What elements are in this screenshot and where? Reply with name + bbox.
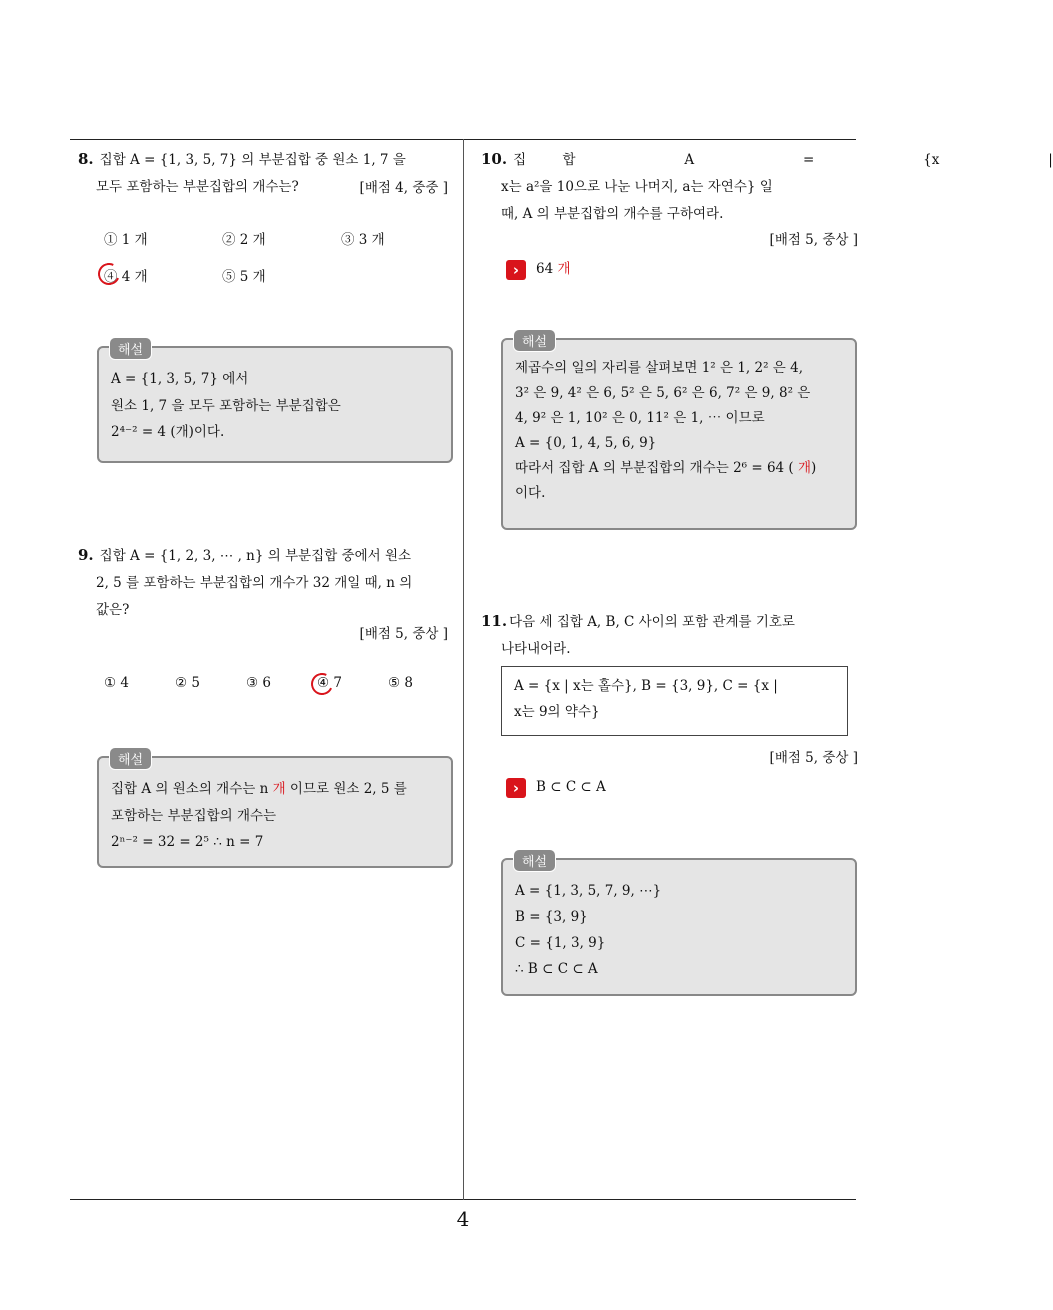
- choice-4[interactable]: ④ 7: [317, 675, 342, 691]
- chevron-right-icon: ›: [506, 778, 526, 798]
- question-text: 집합 A = {1, 2, 3, ⋯ , n} 의 부분집합 중에서 원소: [99, 548, 412, 564]
- choice-5[interactable]: ⑤ 8: [388, 675, 413, 691]
- solution-box-11: [501, 855, 857, 996]
- answer-11: [506, 776, 606, 798]
- solution-line: 2ⁿ⁻² = 32 = 2⁵ ∴ n = 7: [111, 834, 264, 850]
- solution-line: 제곱수의 일의 자리를 살펴보면 1² 은 1, 2² 은 4,: [515, 360, 803, 376]
- question-text: 모두 포함하는 부분집합의 개수는?: [96, 179, 299, 195]
- choice-5[interactable]: ⑤ 5 개: [222, 269, 266, 285]
- solution-line: 포함하는 부분집합의 개수는: [111, 807, 277, 824]
- solution-line: A = {0, 1, 4, 5, 6, 9}: [515, 435, 657, 451]
- question-text: x는 a²을 10으로 나눈 나머지, a는 자연수} 일: [501, 179, 773, 195]
- score-label: [배점 5, 중상 ]: [359, 626, 448, 642]
- choice-1[interactable]: ① 1 개: [104, 232, 148, 248]
- question-number: 11.: [481, 612, 508, 630]
- solution-line: 이다.: [515, 485, 546, 501]
- question-9: [78, 542, 458, 624]
- question-text: 집 합 A = {x |: [513, 152, 1053, 168]
- solution-line: C = {1, 3, 9}: [515, 935, 606, 951]
- column-divider: [463, 139, 464, 1200]
- choice-3[interactable]: ③ 3 개: [341, 232, 385, 248]
- score-label: [배점 5, 중상 ]: [769, 232, 858, 248]
- solution-line: A = {1, 3, 5, 7} 에서: [111, 371, 249, 387]
- solution-line: B = {3, 9}: [515, 909, 588, 925]
- solution-box-8: [97, 343, 453, 463]
- choice-2[interactable]: ② 2 개: [222, 232, 266, 248]
- page-number: 4: [456, 1207, 470, 1231]
- question-number: 9.: [78, 546, 94, 564]
- question-text: 다음 세 집합 A, B, C 사이의 포함 관계를 기호로: [509, 614, 795, 630]
- solution-box-9: [97, 753, 453, 868]
- solution-tag: 해설: [513, 329, 556, 352]
- choice-3[interactable]: ③ 6: [246, 675, 271, 691]
- set-definition-box: [501, 666, 848, 736]
- choice-4[interactable]: ④ 4 개: [104, 269, 148, 285]
- answer-10: [506, 258, 571, 280]
- question-text: 나타내어라.: [501, 641, 571, 657]
- answer-value: 64: [536, 261, 554, 277]
- solution-tag: 해설: [109, 337, 152, 360]
- solution-tag: 해설: [513, 849, 556, 872]
- score-label: [배점 4, 중중 ]: [359, 180, 448, 196]
- question-text: 값은?: [96, 602, 130, 618]
- solution-line: 2⁴⁻² = 4 (개)이다.: [111, 424, 225, 440]
- highlighted-unit: 개: [798, 460, 812, 476]
- solution-text: ): [811, 460, 817, 476]
- solution-line: 4, 9² 은 1, 10² 은 0, 11² 은 1, ⋯ 이므로: [515, 410, 765, 426]
- question-11: [481, 608, 859, 663]
- chevron-right-icon: ›: [506, 260, 526, 280]
- question-text: 때, A 의 부분집합의 개수를 구하여라.: [501, 206, 724, 222]
- question-number: 8.: [78, 150, 94, 168]
- solution-text: 집합 A 의 원소의 개수는 n: [111, 781, 273, 797]
- solution-text: 따라서 집합 A 의 부분집합의 개수는 2⁶ = 64 (: [515, 460, 798, 476]
- set-definition-line: A = {x | x는 홀수}, B = {3, 9}, C = {x |: [514, 678, 778, 694]
- answer-unit: 개: [557, 261, 571, 277]
- solution-line: A = {1, 3, 5, 7, 9, ⋯}: [515, 883, 662, 899]
- solution-text: 이므로 원소 2, 5 를: [285, 781, 407, 797]
- solution-line: 3² 은 9, 4² 은 6, 5² 은 5, 6² 은 6, 7² 은 9, 8² 은: [515, 385, 811, 401]
- set-definition-line: x는 9의 약수}: [514, 704, 600, 720]
- question-10: [481, 146, 1053, 228]
- choice-1[interactable]: ① 4: [104, 675, 129, 691]
- question-text: 집합 A = {1, 3, 5, 7} 의 부분집합 중 원소 1, 7 을: [99, 152, 406, 168]
- solution-line: ∴ B ⊂ C ⊂ A: [515, 961, 598, 977]
- solution-box-10: [501, 335, 857, 530]
- solution-line: 원소 1, 7 을 모두 포함하는 부분집합은: [111, 397, 341, 414]
- score-label: [배점 5, 중상 ]: [769, 750, 858, 766]
- highlighted-unit: 개: [272, 781, 286, 797]
- choice-2[interactable]: ② 5: [175, 675, 200, 691]
- answer-value: B ⊂ C ⊂ A: [536, 779, 606, 795]
- solution-tag: 해설: [109, 747, 152, 770]
- question-text: 2, 5 를 포함하는 부분집합의 개수가 32 개일 때, n 의: [96, 575, 413, 591]
- question-number: 10.: [481, 150, 508, 168]
